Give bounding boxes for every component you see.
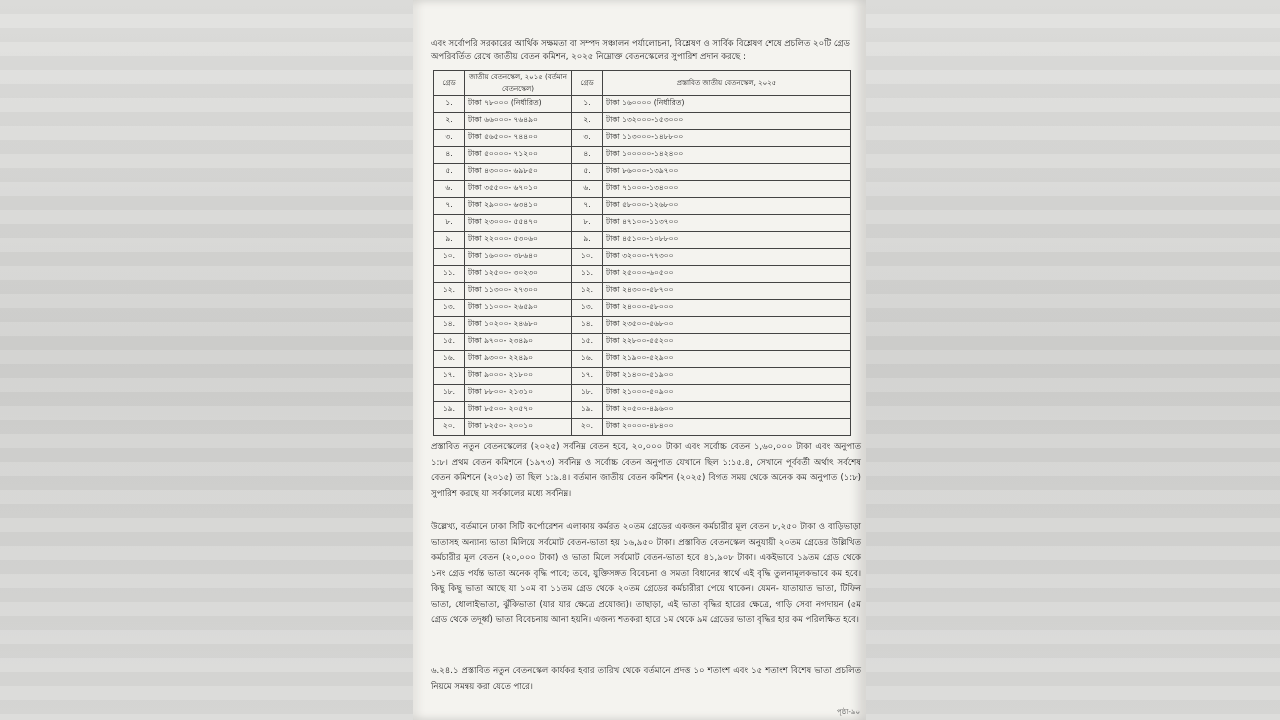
grade-cell-2: ১১. [572, 266, 603, 283]
proposed-scale-cell: টাকা ৫৮০০০-১২৬৮০০ [603, 198, 851, 215]
table-row [434, 113, 851, 130]
grade-cell-2: ৯. [572, 232, 603, 249]
current-scale-cell: টাকা ২২০০০- ৫৩০৬০ [465, 232, 572, 249]
grade-cell: ১৮. [434, 385, 465, 402]
table-row [434, 300, 851, 317]
grade-cell: ১১. [434, 266, 465, 283]
proposed-scale-cell: টাকা ৪৫১০০-১০৮৮০০ [603, 232, 851, 249]
grade-cell-2: ১৭. [572, 368, 603, 385]
table-row [434, 96, 851, 113]
header-proposed-scale: প্রস্তাবিত জাতীয় বেতনস্কেল, ২০২৫ [603, 71, 851, 96]
grade-cell-2: ১৮. [572, 385, 603, 402]
table-row [434, 317, 851, 334]
intro-paragraph: এবং সর্বোপরি সরকারের আর্থিক সক্ষমতা বা সম্পদ সঞ্চালন পর্যালোচনা, বিশ্লেষণ ও সার্বিক বিশ্লেষণ শেষে প্রচলিত ২০টি গ্রেড অপরিবর্তিত রেখে জাতীয় বেতন কমিশন, ২০২৫ নিম্নোক্ত বেতনস্কেলের সুপারিশ প্রদান করছে : [431, 39, 850, 62]
header-grade: গ্রেড [434, 71, 465, 96]
proposed-scale-cell: টাকা ২০৫০০-৪৯৬০০ [603, 402, 851, 419]
header-grade-2: গ্রেড [572, 71, 603, 96]
grade-cell: ৫. [434, 164, 465, 181]
table-row [434, 181, 851, 198]
proposed-scale-cell: টাকা ২৪৩০০-৫৮৭০০ [603, 283, 851, 300]
table-row [434, 419, 851, 436]
proposed-scale-cell: টাকা ১৩২০০০-১৫৩০০০ [603, 113, 851, 130]
proposed-scale-cell: টাকা ১১৩০০০-১৪৮৮০০ [603, 130, 851, 147]
grade-cell-2: ১৩. [572, 300, 603, 317]
table-row [434, 215, 851, 232]
proposed-scale-cell: টাকা ২১০০০-৫০৯০০ [603, 385, 851, 402]
current-scale-cell: টাকা ৬৬০০০- ৭৬৪৯০ [465, 113, 572, 130]
header-current-scale: জাতীয় বেতনস্কেল, ২০১৫ (বর্তমান বেতনস্কেল) [465, 71, 572, 96]
grade-cell: ৪. [434, 147, 465, 164]
page-number: পৃষ্ঠা-৯০ [837, 708, 860, 716]
grade-cell-2: ১২. [572, 283, 603, 300]
grade-cell-2: ২. [572, 113, 603, 130]
proposed-scale-cell: টাকা ২১৪০০-৫১৯০০ [603, 368, 851, 385]
grade-cell: ২০. [434, 419, 465, 436]
grade-cell: ১৭. [434, 368, 465, 385]
current-scale-cell: টাকা ১১৩০০- ২৭৩০০ [465, 283, 572, 300]
proposed-scale-cell: টাকা ২০০০০-৪৮৪০০ [603, 419, 851, 436]
current-scale-cell: টাকা ৮৫০০- ২০৫৭০ [465, 402, 572, 419]
current-scale-cell: টাকা ৮৮০০- ২১৩১০ [465, 385, 572, 402]
table-row [434, 334, 851, 351]
grade-cell: ৭. [434, 198, 465, 215]
proposed-scale-cell: টাকা ২২৮০০-৫৫২০০ [603, 334, 851, 351]
proposed-scale-cell: টাকা ৪৭১০০-১১৩৭০০ [603, 215, 851, 232]
current-scale-cell: টাকা ৯৩০০- ২২৪৯০ [465, 351, 572, 368]
proposed-scale-cell: টাকা ২৪০০০-৫৮০০০ [603, 300, 851, 317]
table-row [434, 130, 851, 147]
grade-cell-2: ৭. [572, 198, 603, 215]
grade-cell: ১২. [434, 283, 465, 300]
proposed-scale-cell: টাকা ২৫০০০-৬০৫০০ [603, 266, 851, 283]
proposed-scale-cell: টাকা ৭১০০০-১৩৪০০০ [603, 181, 851, 198]
grade-cell-2: ১০. [572, 249, 603, 266]
current-scale-cell: টাকা ২৯০০০- ৬৩৪১০ [465, 198, 572, 215]
table-row [434, 283, 851, 300]
grade-cell-2: ৬. [572, 181, 603, 198]
grade-cell: ১৫. [434, 334, 465, 351]
table-row [434, 164, 851, 181]
table-row [434, 368, 851, 385]
current-scale-cell: টাকা ২৩০০০- ৫৫৪৭০ [465, 215, 572, 232]
proposed-scale-cell: টাকা ১৬০০০০ (নির্ধারিত) [603, 96, 851, 113]
grade-cell-2: ২০. [572, 419, 603, 436]
table-row [434, 232, 851, 249]
grade-cell: ৩. [434, 130, 465, 147]
current-scale-cell: টাকা ১১০০০- ২৬৫৯০ [465, 300, 572, 317]
proposed-scale-cell: টাকা ৮৬০০০-১৩৯৭০০ [603, 164, 851, 181]
grade-cell: ১৬. [434, 351, 465, 368]
grade-cell-2: ৫. [572, 164, 603, 181]
current-scale-cell: টাকা ৩৫৫০০- ৬৭০১০ [465, 181, 572, 198]
grade-cell-2: ১৪. [572, 317, 603, 334]
grade-cell: ১৯. [434, 402, 465, 419]
current-scale-cell: টাকা ৯০০০- ২১৮০০ [465, 368, 572, 385]
current-scale-cell: টাকা ৫৬৫০০- ৭৪৪০০ [465, 130, 572, 147]
grade-cell-2: ৪. [572, 147, 603, 164]
grade-cell: ৮. [434, 215, 465, 232]
paragraph-ratio: প্রস্তাবিত নতুন বেতনস্কেলের (২০২৫) সর্বনিম্ন বেতন হবে, ২০,০০০ টাকা এবং সর্বোচ্চ বেতন ১,৬০,০০০ টাকা এবং অনুপাত ১:৮। প্রথম বেতন কমিশনে (১৯৭৩) সর্বনিম্ন ও সর্বোচ্চ বেতন অনুপাত যেখানে ছিল ১:১৫.৪, সেখানে পূর্ববর্তী অর্থাৎ সর্বশেষ বেতন কমিশনে (২০১৫) তা ছিল ১:৯.৪। বর্তমান জাতীয় বেতন কমিশন (২০২৫) বিগত সময় থেকে অনেক কম অনুপাত (১:৮) সুপারিশ করছে যা সর্বকালের মধ্যে সর্বনিম্ন। [431, 442, 861, 499]
proposed-scale-cell: টাকা ২১৯০০-৫২৯০০ [603, 351, 851, 368]
current-scale-cell: টাকা ১২৫০০- ৩০২৩০ [465, 266, 572, 283]
table-row [434, 198, 851, 215]
grade-cell-2: ১. [572, 96, 603, 113]
proposed-scale-cell: টাকা ২৩৫০০-৫৬৮০০ [603, 317, 851, 334]
table-row [434, 402, 851, 419]
current-scale-cell: টাকা ৫০০০০- ৭১২০০ [465, 147, 572, 164]
grade-cell: ৯. [434, 232, 465, 249]
current-scale-cell: টাকা ৮২৫০- ২০০১০ [465, 419, 572, 436]
grade-cell: ১. [434, 96, 465, 113]
pay-scale-table [433, 70, 851, 436]
grade-cell: ১৩. [434, 300, 465, 317]
grade-cell-2: ১৫. [572, 334, 603, 351]
current-scale-cell: টাকা ৯৭০০- ২৩৪৯০ [465, 334, 572, 351]
current-scale-cell: টাকা ৭৮০০০ (নির্ধারিত) [465, 96, 572, 113]
proposed-scale-cell: টাকা ৩২০০০-৭৭৩০০ [603, 249, 851, 266]
table-row [434, 266, 851, 283]
grade-cell-2: ৮. [572, 215, 603, 232]
table-row [434, 249, 851, 266]
grade-cell: ৬. [434, 181, 465, 198]
grade-cell-2: ১৬. [572, 351, 603, 368]
blurred-background-left [0, 0, 413, 720]
grade-cell-2: ১৯. [572, 402, 603, 419]
grade-cell: ১৪. [434, 317, 465, 334]
current-scale-cell: টাকা ৪৩০০০- ৬৯৮৫০ [465, 164, 572, 181]
current-scale-cell: টাকা ১৬০০০- ৩৮৬৪০ [465, 249, 572, 266]
proposed-scale-cell: টাকা ১০০০০০-১৪২৪০০ [603, 147, 851, 164]
document-page [413, 0, 866, 720]
paragraph-allowances: উল্লেখ্য, বর্তমানে ঢাকা সিটি কর্পোরেশন এলাকায় কর্মরত ২০তম গ্রেডের একজন কর্মচারীর মূল বেতন ৮,২৫০ টাকা ও বাড়িভাড়া ভাতাসহ অন্যান্য ভাতা মিলিয়ে সর্বমোট বেতন-ভাতা হয় ১৬,৯৫০ টাকা। প্রস্তাবিত বেতনস্কেল অনুযায়ী ২০তম গ্রেডের উল্লিখিত কর্মচারীর মূল বেতন (২০,০০০ টাকা) ও ভাতা মিলে সর্বমোট বেতন-ভাতা হবে ৪১,৯০৮ টাকা। একইভাবে ১৯তম গ্রেড থেকে ১নং গ্রেড পর্যন্ত ভাতা অনেক বৃদ্ধি পাবে; তবে, যুক্তিসঙ্গত বিবেচনা ও সমতা বিধানের স্বার্থে এই বৃদ্ধি তুলনামূলকভাবে কম হবে। কিছু কিছু ভাতা আছে যা ১০ম বা ১১তম গ্রেড থেকে ২০তম গ্রেডের কর্মচারীরা পেয়ে থাকেন। যেমন- যাতায়াত ভাতা, টিফিন ভাতা, ধোলাইভাতা, ঝুঁকিভাতা (যার যার ক্ষেত্রে প্রযোজ্য)। তাছাড়া, এই ভাতা বৃদ্ধির হারের ক্ষেত্রে, গাড়ি সেবা নগদায়ন (৫ম গ্রেড থেকে তদূর্ধ্ব) ভাতা বিবেচনায় আনা হয়নি। এজন্য শতকরা হারে ১ম থেকে ৯ম গ্রেডের ভাতা বৃদ্ধির হার কম পরিলক্ষিত হবে। [431, 522, 861, 625]
paragraph-6-24-1: ৬.২৪.১ প্রস্তাবিত নতুন বেতনস্কেল কার্যকর হবার তারিখ থেকে বর্তমানে প্রদত্ত ১০ শতাংশ এবং ১৫ শতাংশ বিশেষ ভাতা প্রচলিত নিয়মে সমন্বয় করা যেতে পারে। [431, 666, 861, 692]
blurred-background-right [866, 0, 1280, 720]
grade-cell: ১০. [434, 249, 465, 266]
grade-cell-2: ৩. [572, 130, 603, 147]
table-row [434, 147, 851, 164]
table-row [434, 351, 851, 368]
grade-cell: ২. [434, 113, 465, 130]
current-scale-cell: টাকা ১০২০০- ২৪৬৮০ [465, 317, 572, 334]
table-row [434, 385, 851, 402]
table-header-row [434, 71, 851, 96]
